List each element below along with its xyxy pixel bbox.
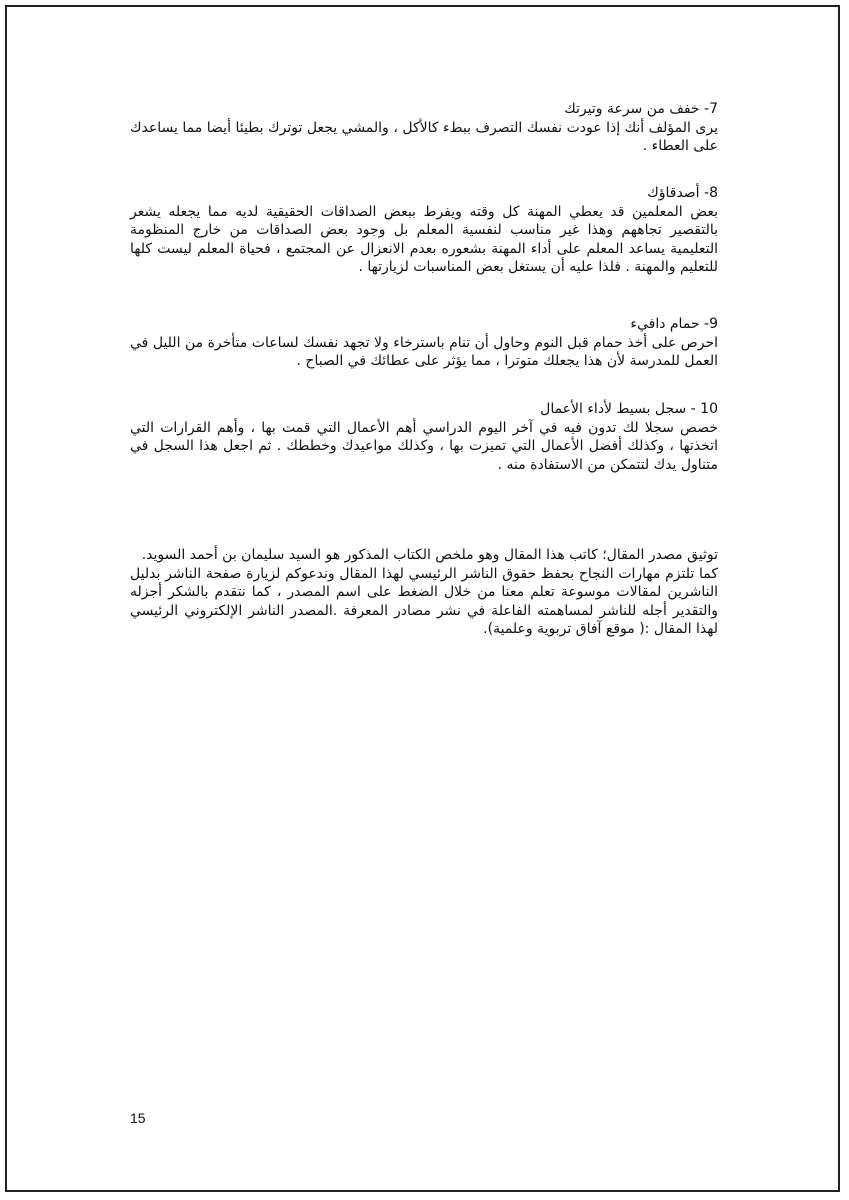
section-body: بعض المعلمين قد يعطي المهنة كل وقته ويفرط ببعض الصداقات الحقيقية لديه مما يجعله يشعر بالتقصير تجاههم وهذا غير مناسب لنفسية المعلم بل وجود بعض الصداقات من خارج المنظومة التعليمية يساعد المعلم على أداء المهنة بشعوره بعدم الانعزال عن المجتمع ، فحياة المعلم ليست كلها للتعليم والمهنة . فلذا عليه أن يستغل بعض المناسبات لزيارتها . (130, 203, 718, 275)
section-heading: 9- حمام دافيء (630, 316, 718, 332)
section-10 (130, 400, 718, 474)
section-body: احرص على أخذ حمام قبل النوم وحاول أن تنام باسترخاء ولا تجهد نفسك لساعات متأخرة من الليل في العمل للمدرسة لأن هذا يجعلك متوترا ، مما يؤثر على عطائك في الصباح . (130, 334, 718, 369)
citation-body: كما تلتزم مهارات النجاح بحفظ حقوق الناشر الرئيسي لهذا المقال وندعوكم لزيارة صفحة الناشر بدليل الناشرين لمقالات موسوعة تعلم معنا من خلال الضغط على اسم المصدر ، كما نتقدم بالشكر أجزله والتقدير أجله للناشر لمساهمته الفاعلة في نشر مصادر المعرفة .المصدر الناشر الإلكتروني الرئيسي لهذا المقال :( موقع آفاق تربوية وعلمية). (130, 565, 718, 637)
section-7 (130, 100, 718, 156)
section-body: خصص سجلا لك تدون فيه في آخر اليوم الدراسي أهم الأعمال التي قمت بها ، وأهم القرارات التي اتخذتها ، وكذلك أفضل الأعمال التي تميزت بها ، وكذلك مواعيدك وخططك . ثم اجعل هذا السجل في متناول يدك لتتمكن من الاستفادة منه . (130, 419, 718, 473)
section-heading: 7- خفف من سرعة وتيرتك (564, 101, 718, 117)
section-heading: 10 - سجل بسيط لأداء الأعمال (540, 401, 718, 417)
section-8 (130, 184, 718, 277)
section-body: يرى المؤلف أنك إذا عودت نفسك التصرف ببطء كالأكل ، والمشي يجعل توترك بطيئا أيضا مما يساعدك على العطاء . (130, 119, 718, 154)
section-9 (130, 315, 718, 371)
citation-author-line: توثيق مصدر المقال؛ كاتب هذا المقال وهو ملخص الكتاب المذكور هو السيد سليمان بن أحمد السويد. (141, 547, 718, 563)
page-number: 15 (130, 1110, 146, 1126)
section-heading: 8- أصدقاؤك (647, 185, 718, 201)
source-citation (130, 546, 718, 639)
